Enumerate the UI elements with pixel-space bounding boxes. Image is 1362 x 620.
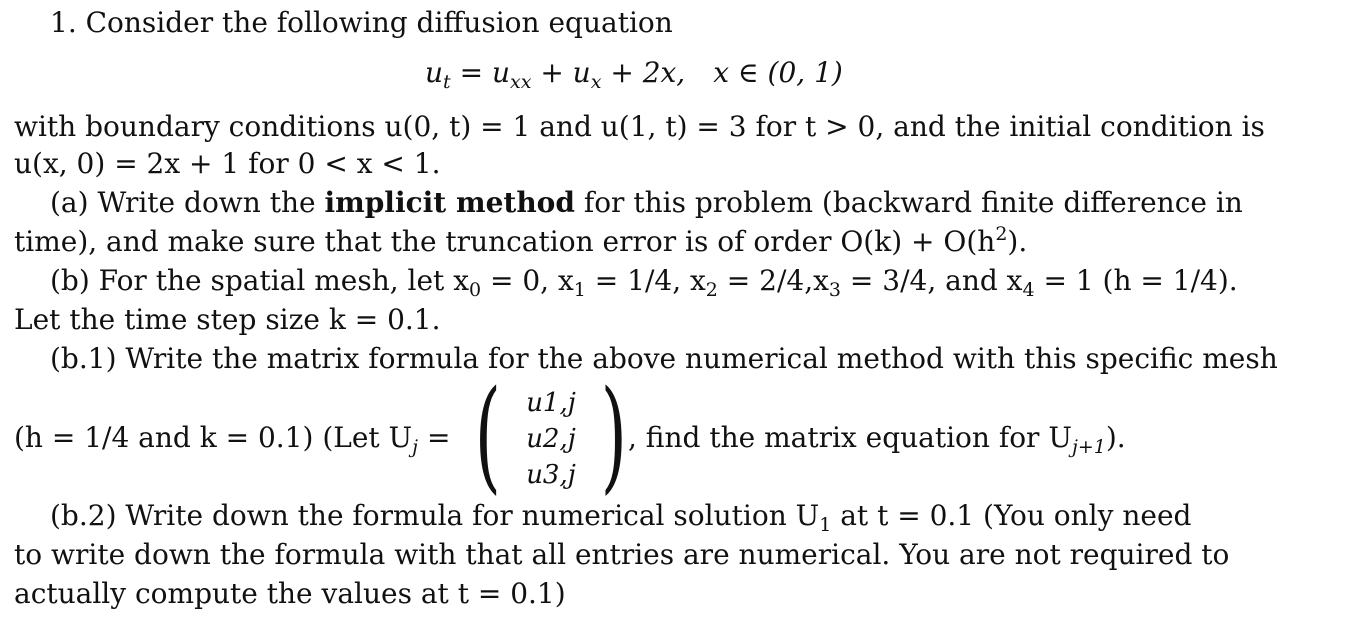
- part-b1-text: (b.1) Write the matrix formula for the above numerical method with this specific mesh: [50, 342, 1278, 375]
- eq-sub-xx: xx: [509, 71, 532, 93]
- part-b2-sub: 1: [819, 514, 832, 536]
- final-line: [14, 577, 566, 611]
- vector-u-j: [474, 364, 627, 506]
- vector-entry-3: u3,j: [526, 460, 576, 490]
- part-b-sub: 3: [828, 279, 841, 301]
- problem-heading-text: 1. Consider the following diffusion equation: [50, 6, 673, 39]
- part-b-seg: = 2/4,x: [717, 264, 829, 297]
- part-b-seg: = 3/4, and x: [841, 264, 1023, 297]
- part-b-sub: 4: [1022, 279, 1035, 301]
- part-b-seg: = 1 (h = 1/4).: [1034, 264, 1238, 297]
- part-b2-post: at t = 0.1 (You only need: [831, 499, 1192, 532]
- matrix-equals: =: [418, 421, 451, 454]
- part-b-seg: = 0, x: [481, 264, 574, 297]
- instructions-text: to write down the formula with that all entries are numerical. You are not required to: [14, 538, 1230, 571]
- part-b-line: [50, 264, 1238, 301]
- matrix-suffix-sub: j+1: [1071, 436, 1106, 458]
- part-b2-line: [50, 499, 1192, 536]
- diffusion-equation: [425, 56, 843, 93]
- eq-plus: + u: [531, 56, 591, 89]
- part-b-sub: 2: [705, 279, 718, 301]
- part-b-sub: 0: [469, 279, 482, 301]
- matrix-suffix-pre: , find the matrix equation for U: [628, 421, 1072, 454]
- matrix-suffix-line: [628, 421, 1126, 458]
- vector-entry-1: u1,j: [526, 388, 576, 418]
- right-paren: ): [600, 364, 627, 506]
- eq-sub-x: x: [590, 71, 602, 93]
- final-text: actually compute the values at t = 0.1): [14, 577, 566, 610]
- matrix-prefix-line: [14, 421, 451, 458]
- part-a-post: for this problem (backward finite difference in: [574, 186, 1243, 219]
- eq-u: u: [425, 56, 444, 89]
- part-b-seg: (b) For the spatial mesh, let x: [50, 264, 470, 297]
- truncation-post: ).: [1007, 225, 1028, 258]
- truncation-line: [14, 225, 1027, 259]
- eq-domain: x ∈ (0, 1): [713, 56, 843, 89]
- part-a-bold: implicit method: [324, 186, 575, 219]
- instructions-line: [14, 538, 1229, 572]
- part-a-pre: (a) Write down the: [50, 186, 325, 219]
- time-step-text: Let the time step size k = 0.1.: [14, 303, 441, 336]
- part-b-seg: = 1/4, x: [585, 264, 706, 297]
- initial-condition-line: [14, 147, 440, 181]
- eq-tail: + 2x,: [601, 56, 686, 89]
- problem-heading: [50, 6, 673, 40]
- matrix-prefix: (h = 1/4 and k = 0.1) (Let U: [14, 421, 413, 454]
- boundary-conditions-line: [14, 110, 1265, 144]
- boundary-conditions-text: with boundary conditions u(0, t) = 1 and u(1, t) = 3 for t > 0, and the initial condition is: [14, 110, 1265, 143]
- time-step-line: [14, 303, 441, 337]
- part-a-line: [50, 186, 1243, 220]
- vector-entry-2: u2,j: [526, 424, 576, 454]
- truncation-pre: time), and make sure that the truncation error is of order O(k) + O(h: [14, 225, 996, 258]
- part-b2-pre: (b.2) Write down the formula for numerical solution U: [50, 499, 820, 532]
- eq-sub-t: t: [443, 71, 451, 93]
- part-b1-line: [50, 342, 1278, 376]
- matrix-sub-j: j: [412, 436, 419, 458]
- eq-rhs: = u: [450, 56, 510, 89]
- initial-condition-text: u(x, 0) = 2x + 1 for 0 < x < 1.: [14, 147, 441, 180]
- truncation-sup: 2: [995, 223, 1008, 245]
- part-b-sub: 1: [573, 279, 586, 301]
- matrix-suffix-end: ).: [1105, 421, 1126, 454]
- left-paren: (: [474, 364, 501, 506]
